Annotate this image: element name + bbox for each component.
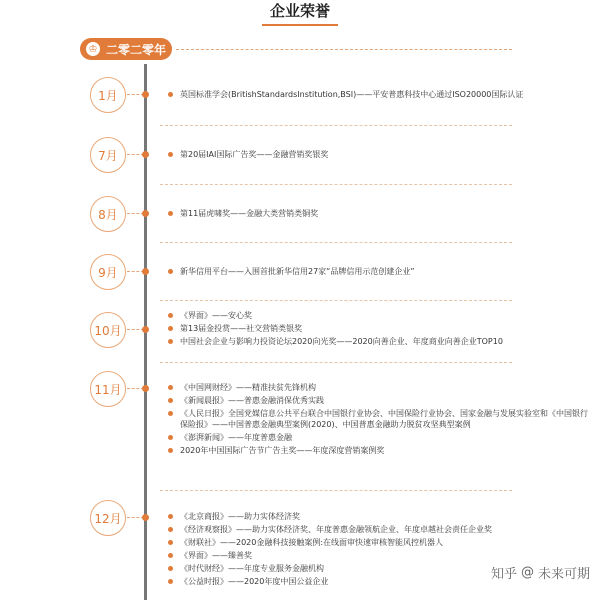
- timeline-node: [142, 210, 149, 217]
- month-entries-aug: [168, 208, 588, 221]
- award-entry: 《公益时报》——2020年度中国公益企业: [168, 576, 588, 587]
- timeline-node: [142, 326, 149, 333]
- award-entry: 中国社会企业与影响力投资论坛2020向光奖——2020向善企业、年度商业向善企业TOP10: [168, 336, 588, 347]
- timeline-node: [142, 151, 149, 158]
- bullet-icon: [168, 540, 173, 545]
- timeline-node: [142, 385, 149, 392]
- bullet-icon: [168, 527, 173, 532]
- bullet-icon: [168, 269, 173, 274]
- month-badge-nov: 11月: [90, 371, 126, 407]
- month-entries-nov: [168, 382, 588, 458]
- award-entry: 新华信用平台——入围首批新华信用27家“品牌信用示范创建企业”: [168, 266, 588, 277]
- bullet-icon: [168, 398, 173, 403]
- month-badge-jan: 1月: [90, 77, 126, 113]
- bullet-icon: [168, 313, 173, 318]
- bullet-icon: [168, 514, 173, 519]
- award-entry: 《中国网财经》——精准扶贫先锋机构: [168, 382, 588, 393]
- award-entry: 《界面》——安心奖: [168, 310, 588, 321]
- timeline-node: [142, 91, 149, 98]
- bullet-icon: [168, 326, 173, 331]
- award-entry: 《经济观察报》——助力实体经济奖、年度普惠金融领航企业、年度卓越社会责任企业奖: [168, 524, 588, 535]
- award-entry: 《财联社》——2020金融科技接触案例:在线面审快速审核智能风控机器人: [168, 537, 588, 548]
- month-entries-jan: [168, 89, 588, 102]
- bullet-icon: [168, 211, 173, 216]
- month-entries-oct: [168, 310, 588, 349]
- month-badge-sep: 9月: [90, 254, 126, 290]
- award-entry: 《澎湃新闻》——年度普惠金融: [168, 432, 588, 443]
- divider: [160, 300, 512, 301]
- award-entry: 英国标准学会(BritishStandardsInstitution,BSI)——平安普惠科技中心通过ISO20000国际认证: [168, 89, 588, 100]
- divider: [160, 242, 512, 243]
- bullet-icon: [168, 448, 173, 453]
- title-underline: [262, 24, 338, 26]
- bullet-icon: [168, 566, 173, 571]
- watermark-author: 未来可期: [537, 567, 590, 582]
- month-badge-jul: 7月: [90, 137, 126, 173]
- month-badge-aug: 8月: [90, 196, 126, 232]
- award-entry: 《时代财经》——年度专业服务金融机构: [168, 563, 588, 574]
- watermark-brand: 知乎: [490, 567, 517, 582]
- divider: [160, 490, 512, 491]
- month-entries-jul: [168, 149, 588, 162]
- divider: [160, 184, 512, 185]
- award-entry: 《人民日报》全国党媒信息公共平台联合中国银行业协会、中国保险行业协会、国家金融与发展实验室和《中国银行保险报》——中国普惠金融典型案例(2020)、中国普惠金融助力脱贫攻坚典型案例: [168, 408, 588, 430]
- bullet-icon: [168, 553, 173, 558]
- month-badge-oct: 10月: [90, 312, 126, 348]
- bullet-icon: [168, 435, 173, 440]
- award-entry: 第20届IAI国际广告奖——金融营销奖银奖: [168, 149, 588, 160]
- bullet-icon: [168, 339, 173, 344]
- award-entry: 《界面》——臻善奖: [168, 550, 588, 561]
- bullet-icon: [168, 579, 173, 584]
- bullet-icon: [168, 92, 173, 97]
- year-label: 二零二零年: [106, 42, 167, 57]
- award-entry: 第13届金投赏——社交营销类银奖: [168, 323, 588, 334]
- watermark-separator: @: [520, 565, 534, 580]
- bullet-icon: [168, 152, 173, 157]
- award-entry: 《北京商报》——助力实体经济奖: [168, 511, 588, 522]
- month-entries-sep: [168, 266, 588, 279]
- award-icon: ♔: [86, 42, 100, 56]
- award-entry: 《新闻晨报》——普惠金融消保优秀实践: [168, 395, 588, 406]
- award-entry: 第11届虎啸奖——金融大类营销类铜奖: [168, 208, 588, 219]
- award-entry: 2020年中国国际广告节广告主奖——年度深度营销案例奖: [168, 445, 588, 456]
- watermark: [491, 563, 590, 582]
- page-title: 企业荣誉: [269, 2, 330, 20]
- timeline-node: [142, 268, 149, 275]
- divider: [176, 49, 512, 50]
- divider: [160, 125, 512, 126]
- year-badge: [80, 38, 172, 60]
- month-badge-dec: 12月: [90, 500, 126, 536]
- bullet-icon: [168, 385, 173, 390]
- bullet-icon: [168, 411, 173, 416]
- divider: [160, 362, 512, 363]
- timeline-node: [142, 514, 149, 521]
